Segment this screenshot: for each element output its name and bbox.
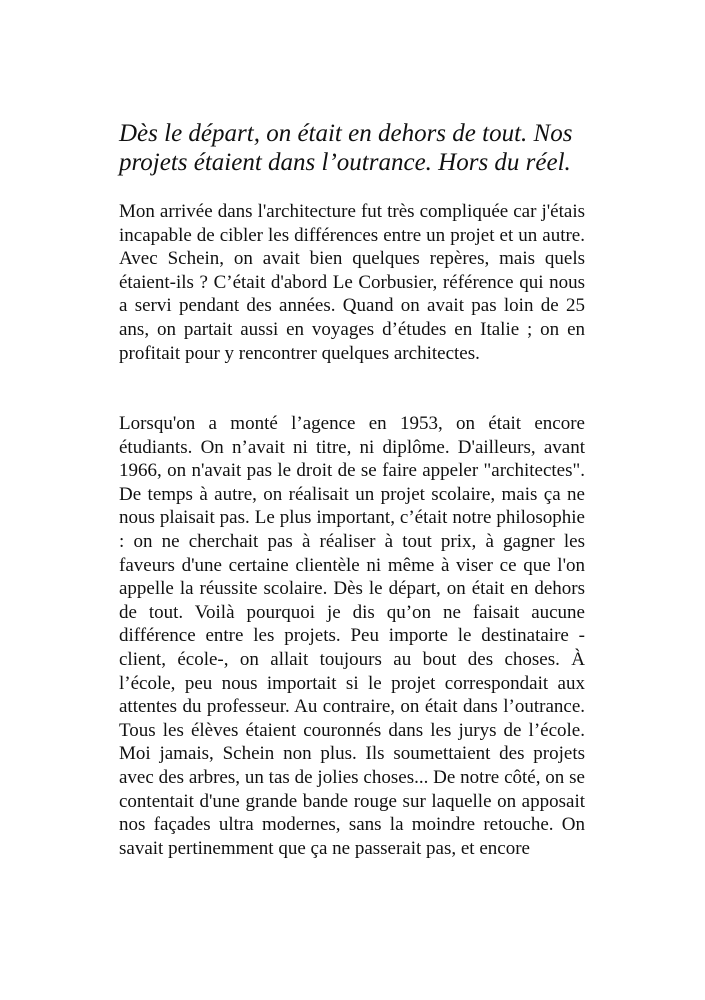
pull-quote: Dès le départ, on était en dehors de tout. Nos projets étaient dans l’outrance. Hors du réel.: [119, 120, 573, 176]
paragraph-2: Lorsqu'on a monté l’agence en 1953, on était encore étudiants. On n’avait ni titre, ni diplôme. D'ailleurs, avant 1966, on n'avait pas le droit de se faire appeler "architectes". De temps à autre, on réalisait un projet scolaire, mais ça ne nous plaisait pas. Le plus important, c’était notre philosophie : on ne cherchait pas à réaliser à tout prix, à gagner les faveurs d'une certaine clientèle ni même à viser ce que l'on appelle la réussite scolaire. Dès le départ, on était en dehors de tout. Voilà pourquoi je dis qu’on ne faisait aucune différence entre les projets. Peu importe le destinataire -client, école-, on allait toujours au bout des choses. À l’école, peu nous importait si le projet correspondait aux attentes du professeur. Au contraire, on était dans l’outrance. Tous les élèves étaient couronnés dans les jurys de l’école. Moi jamais, Schein non plus. Ils soumettaient des projets avec des arbres, un tas de jolies choses... De notre côté, on se contentait d'une grande bande rouge sur laquelle on apposait nos façades ultra modernes, sans la moindre retouche. On savait pertinemment que ça ne passerait pas, et encore: [119, 413, 585, 859]
paragraph-1: Mon arrivée dans l'architecture fut très compliquée car j'étais incapable de cibler les différences entre un projet et un autre. Avec Schein, on avait bien quelques repères, mais quels étaient-ils ? C’était d'abord Le Corbusier, référence qui nous a servi pendant des années. Quand on avait pas loin de 25 ans, on partait aussi en voyages d’études en Italie ; on en profitait pour y rencontrer quelques architectes.: [119, 201, 585, 364]
